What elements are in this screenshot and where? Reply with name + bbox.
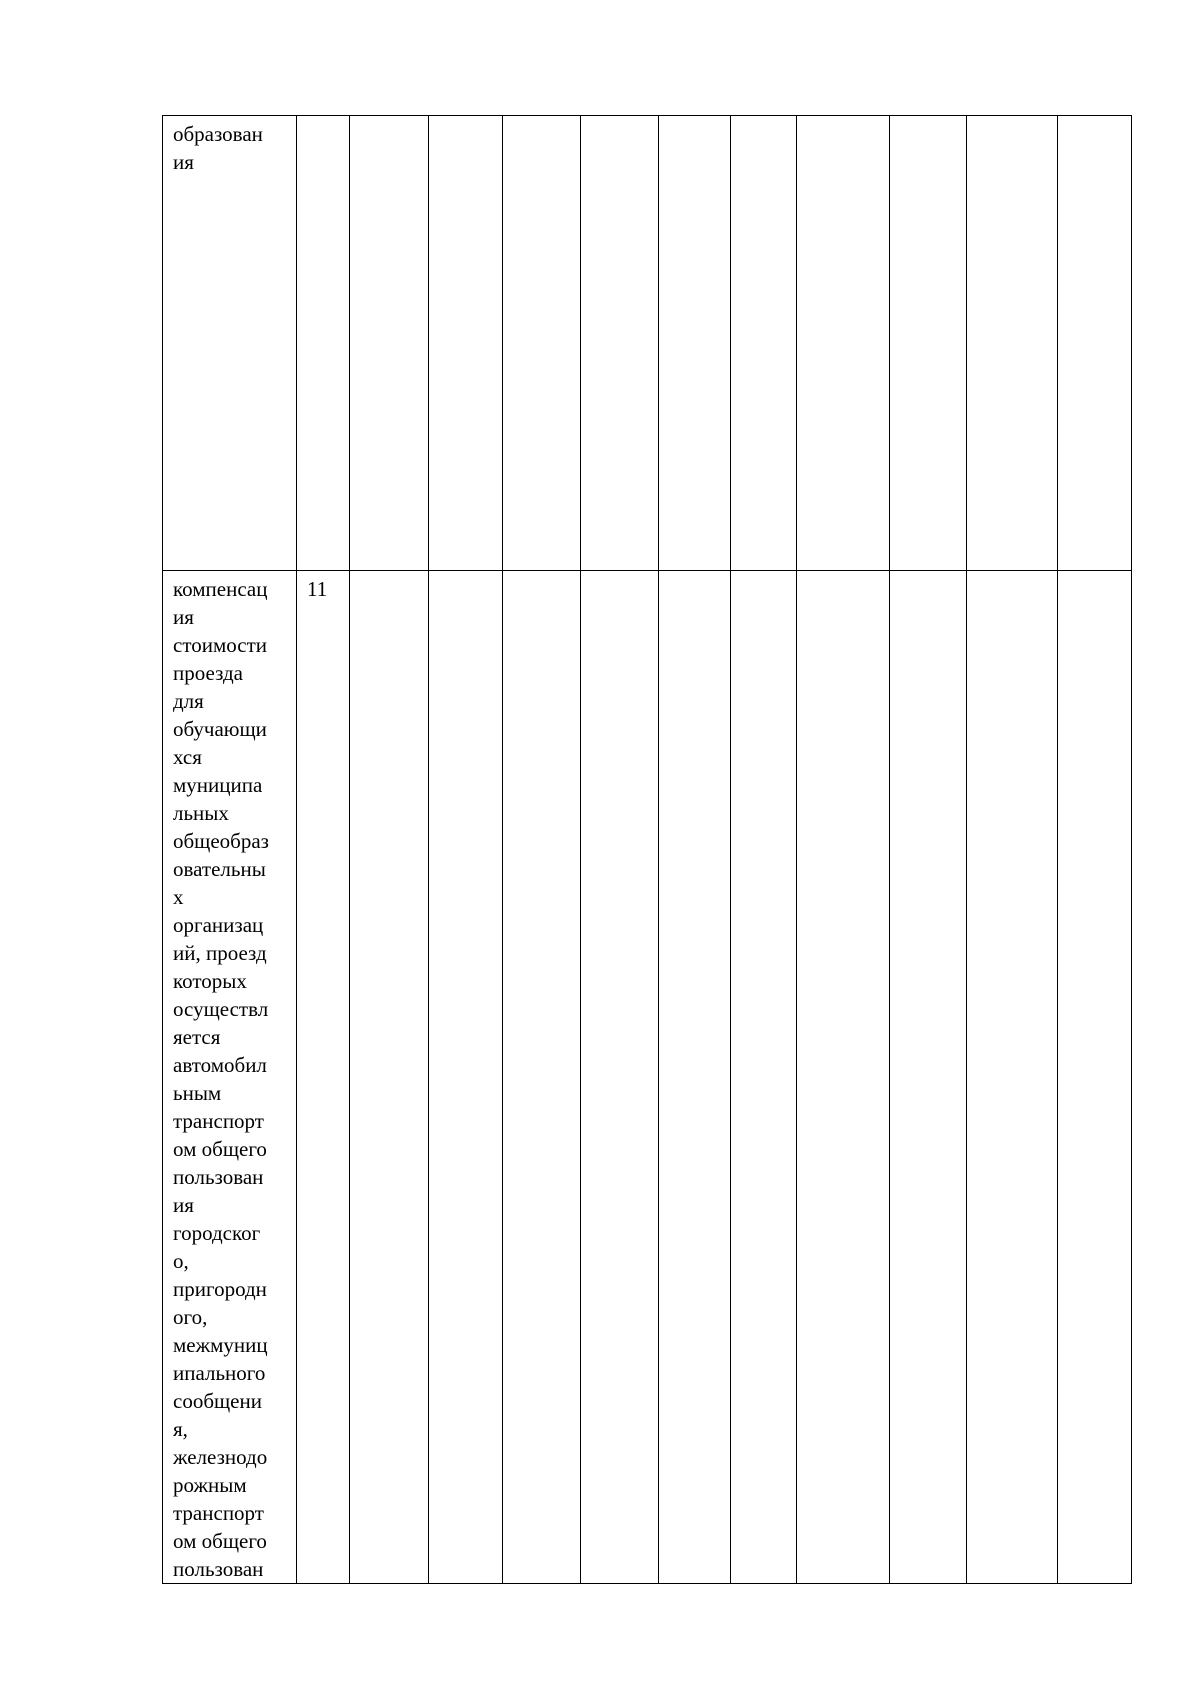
empty-cell — [731, 116, 797, 571]
label-line: пользован — [173, 1165, 264, 1189]
label-line: автомобил — [173, 1053, 267, 1077]
label-line: муниципа — [173, 773, 263, 797]
label-line: транспорт — [173, 1109, 264, 1133]
label-line: ия — [173, 1193, 194, 1217]
empty-cell — [967, 571, 1058, 1584]
label-line: пригородн — [173, 1277, 267, 1301]
label-line: ьным — [173, 1081, 222, 1105]
label-line: ом общего — [173, 1529, 267, 1553]
empty-cell — [797, 116, 890, 571]
empty-cell — [659, 571, 731, 1584]
empty-cell — [1058, 116, 1132, 571]
row-number-cell: 11 — [297, 571, 350, 1584]
label-line: ий, проезд — [173, 941, 267, 965]
empty-cell — [1058, 571, 1132, 1584]
label-line: я, — [173, 1417, 188, 1441]
empty-cell — [503, 571, 581, 1584]
empty-cell — [581, 571, 659, 1584]
label-line: проезда — [173, 661, 243, 685]
empty-cell — [731, 571, 797, 1584]
row-label-cell — [163, 116, 297, 571]
label-line: транспорт — [173, 1501, 264, 1525]
empty-cell — [890, 571, 967, 1584]
empty-cell — [350, 116, 429, 571]
empty-cell — [659, 116, 731, 571]
label-line: ия — [173, 605, 194, 629]
label-line: образован — [173, 122, 263, 146]
label-line: стоимости — [173, 633, 268, 657]
label-line: хся — [173, 745, 202, 769]
data-table — [162, 115, 1132, 1584]
label-line: ого, — [173, 1305, 208, 1329]
label-line: для — [173, 689, 204, 713]
label-line: организац — [173, 913, 264, 937]
label-line: которых — [173, 969, 247, 993]
label-line: яется — [173, 1025, 221, 1049]
label-line: компенсац — [173, 577, 268, 601]
row-number-cell — [297, 116, 350, 571]
empty-cell — [967, 116, 1058, 571]
empty-cell — [429, 116, 503, 571]
label-line: х — [173, 885, 184, 909]
label-line: обучающи — [173, 717, 267, 741]
row-label-cell — [163, 571, 297, 1584]
label-line: ом общего — [173, 1137, 267, 1161]
label-line: городског — [173, 1221, 261, 1245]
label-line: ия — [173, 150, 194, 174]
label-line: железнодо — [173, 1445, 268, 1469]
empty-cell — [503, 116, 581, 571]
label-line: осуществл — [173, 997, 269, 1021]
empty-cell — [581, 116, 659, 571]
label-line: овательны — [173, 857, 266, 881]
label-line: общеобраз — [173, 829, 269, 853]
table-row — [163, 116, 1132, 571]
label-line: сообщени — [173, 1389, 262, 1413]
label-line: пользован — [173, 1557, 264, 1581]
label-line: рожным — [173, 1473, 247, 1497]
label-line: ипального — [173, 1361, 266, 1385]
empty-cell — [350, 571, 429, 1584]
empty-cell — [797, 571, 890, 1584]
label-line: льных — [173, 801, 229, 825]
label-line: межмуниц — [173, 1333, 268, 1357]
empty-cell — [429, 571, 503, 1584]
table-row — [163, 571, 1132, 1584]
label-line: о, — [173, 1249, 189, 1273]
empty-cell — [890, 116, 967, 571]
